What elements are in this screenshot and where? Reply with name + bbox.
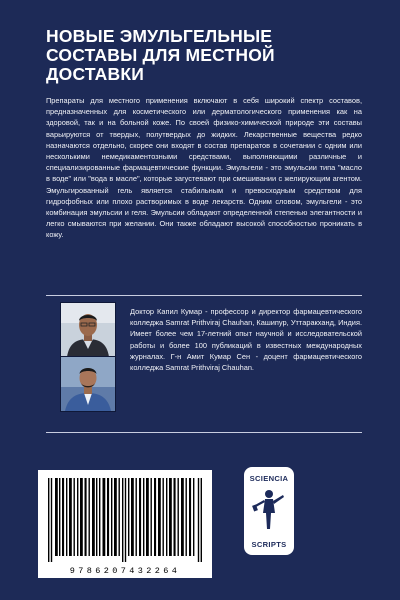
author-photo-2 [60,356,116,412]
divider-bottom [46,432,362,433]
divider-top [46,295,362,296]
isbn-number: 9786207432264 [69,566,181,576]
book-description: Препараты для местного применения включают в себя широкий спектр составов, предназначенных для косметического или дерматологического применения как на здоровой, так и на больной коже. По своей физико-химической природе эти составы варьируются от твердых, полутвердых до жидких. Лекарственные вещества редко назначаются отдельно, скорее они входят в состав препаратов в сочетании с одним или несколькими немедикаментозными средствами, выполняющими различные и специализированные фармацевтические функции. Эмульгели - это эмульсии типа "масло в воде" или "вода в масле", которые загустевают при смешивании с желирующим агентом. Эмульгированный гель является стабильным и превосходным средством для гидрофобных или плохо растворимых в воде лекарств. Одним словом, эмульгели - это комбинация эмульсии и геля. Эмульсии обладают определенной степенью элегантности и легко смываются при желании. Они также обладают высокой способностью проникать в кожу. [46,96,362,240]
publisher-name-top: SCIENCIA [249,474,289,483]
scientist-figure-icon [249,485,289,535]
book-title: НОВЫЕ ЭМУЛЬГЕЛЬНЫЕ СОСТАВЫ ДЛЯ МЕСТНОЙ ДОСТАВКИ [46,26,275,84]
author-bio: Доктор Капил Кумар - профессор и директор фармацевтического колледжа Samrat Prithviraj Chauhan, Кашипур, Уттаракханд, Индия. Имеет более чем 17-летний опыт научной и исследовательской работы и более 100 публикаций в известных международных журналах. Г-н Амит Кумар Сен - доцент фармацевтического колледжа Samrat Prithviraj Chauhan. [130,307,362,373]
barcode-panel [38,470,212,578]
publisher-name-bottom: SCRIPTS [251,540,287,549]
author-photo-1 [60,302,116,358]
publisher-logo [244,467,294,555]
barcode [48,478,202,562]
